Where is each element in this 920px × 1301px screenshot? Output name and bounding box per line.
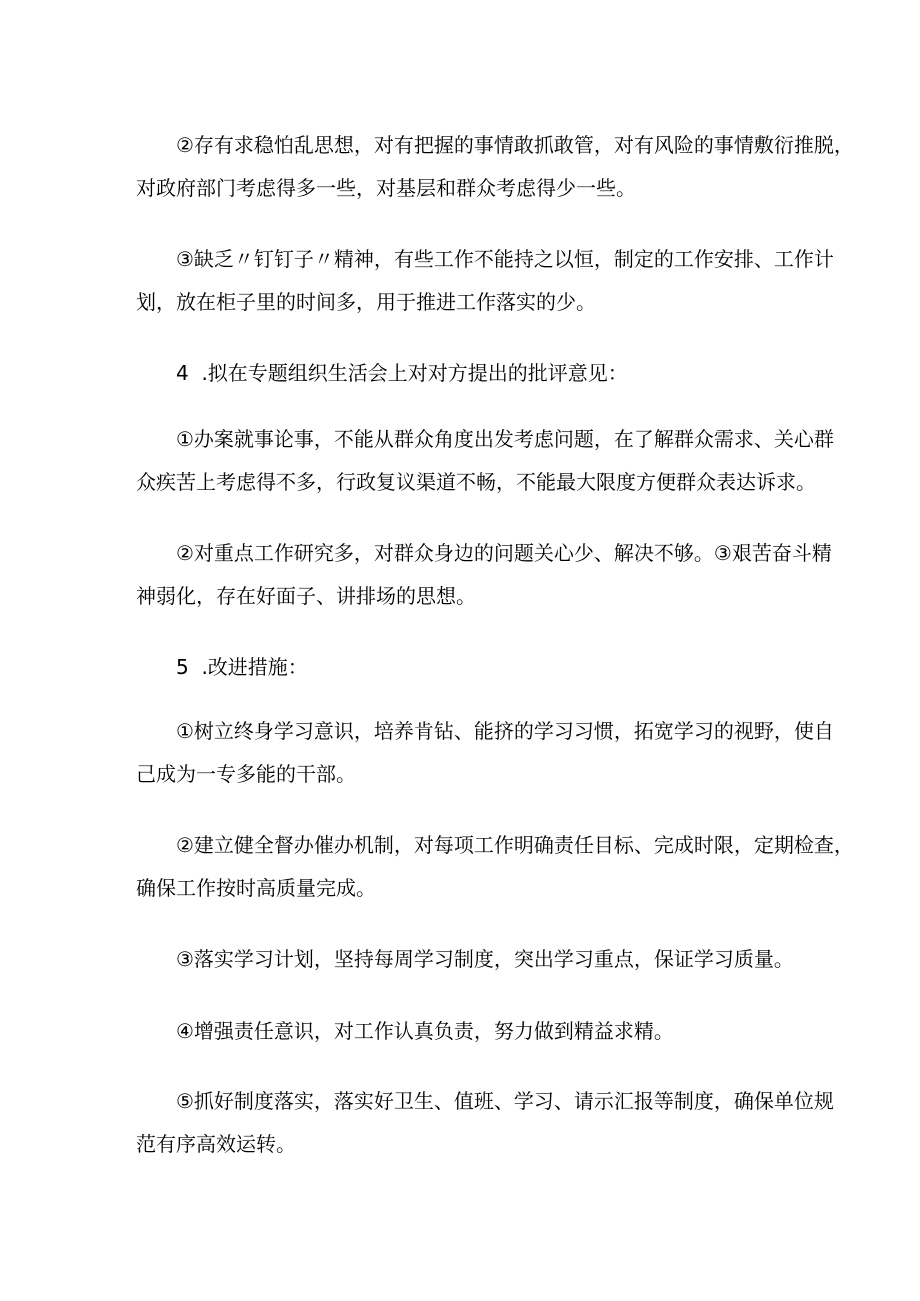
paragraph-system-implementation [136,1080,834,1166]
text-line: ③落实学习计划，坚持每周学习制度，突出学习重点，保证学习质量。 [176,947,794,971]
text-line: 己成为一专多能的干部。 [136,762,356,786]
text-line: 范有序高效运转。 [136,1132,296,1156]
text-line: 4 .拟在专题组织生活会上对对方提出的批评意见： [176,361,628,385]
paragraph-case-handling [136,418,834,504]
paragraph-supervision-mechanism [136,824,854,910]
text-line: ④增强责任意识，对工作认真负责，努力做到精益求精。 [176,1019,674,1043]
paragraph-key-work [136,532,832,618]
section-heading-criticism [136,352,796,395]
text-line: ②建立健全督办催办机制，对每项工作明确责任目标、完成时限，定期检查， [176,833,854,857]
paragraph-lifelong-learning [136,710,834,796]
text-line: ②存有求稳怕乱思想，对有把握的事情敢抓敢管，对有风险的事情敷衍推脱， [176,133,854,157]
paragraph-nail-spirit [136,238,834,324]
text-line: ①办案就事论事，不能从群众角度出发考虑问题，在了解群众需求、关心群 [176,427,834,451]
text-line: ③缺乏〃钉钉子〃精神，有些工作不能持之以恒，制定的工作安排、工作计 [176,247,834,271]
text-line: ⑤抓好制度落实，落实好卫生、值班、学习、请示汇报等制度，确保单位规 [176,1089,834,1113]
section-heading-improvements [136,646,796,689]
text-line: 对政府部门考虑得多一些，对基层和群众考虑得少一些。 [136,176,636,200]
paragraph-responsibility [136,1010,796,1053]
paragraph-conservative-thinking [136,124,854,210]
text-line: 划，放在柜子里的时间多，用于推进工作落实的少。 [136,290,596,314]
text-line: 确保工作按时高质量完成。 [136,876,376,900]
paragraph-study-plan [136,938,796,981]
text-line: 5 .改进措施： [176,655,308,679]
text-line: 神弱化，存在好面子、讲排场的思想。 [136,584,476,608]
text-line: 众疾苦上考虑得不多，行政复议渠道不畅，不能最大限度方便群众表达诉求。 [136,470,816,494]
text-line: ②对重点工作研究多，对群众身边的问题关心少、解决不够。③艰苦奋斗精 [176,541,832,565]
text-line: ①树立终身学习意识，培养肯钻、能挤的学习习惯，拓宽学习的视野，使自 [176,719,834,743]
